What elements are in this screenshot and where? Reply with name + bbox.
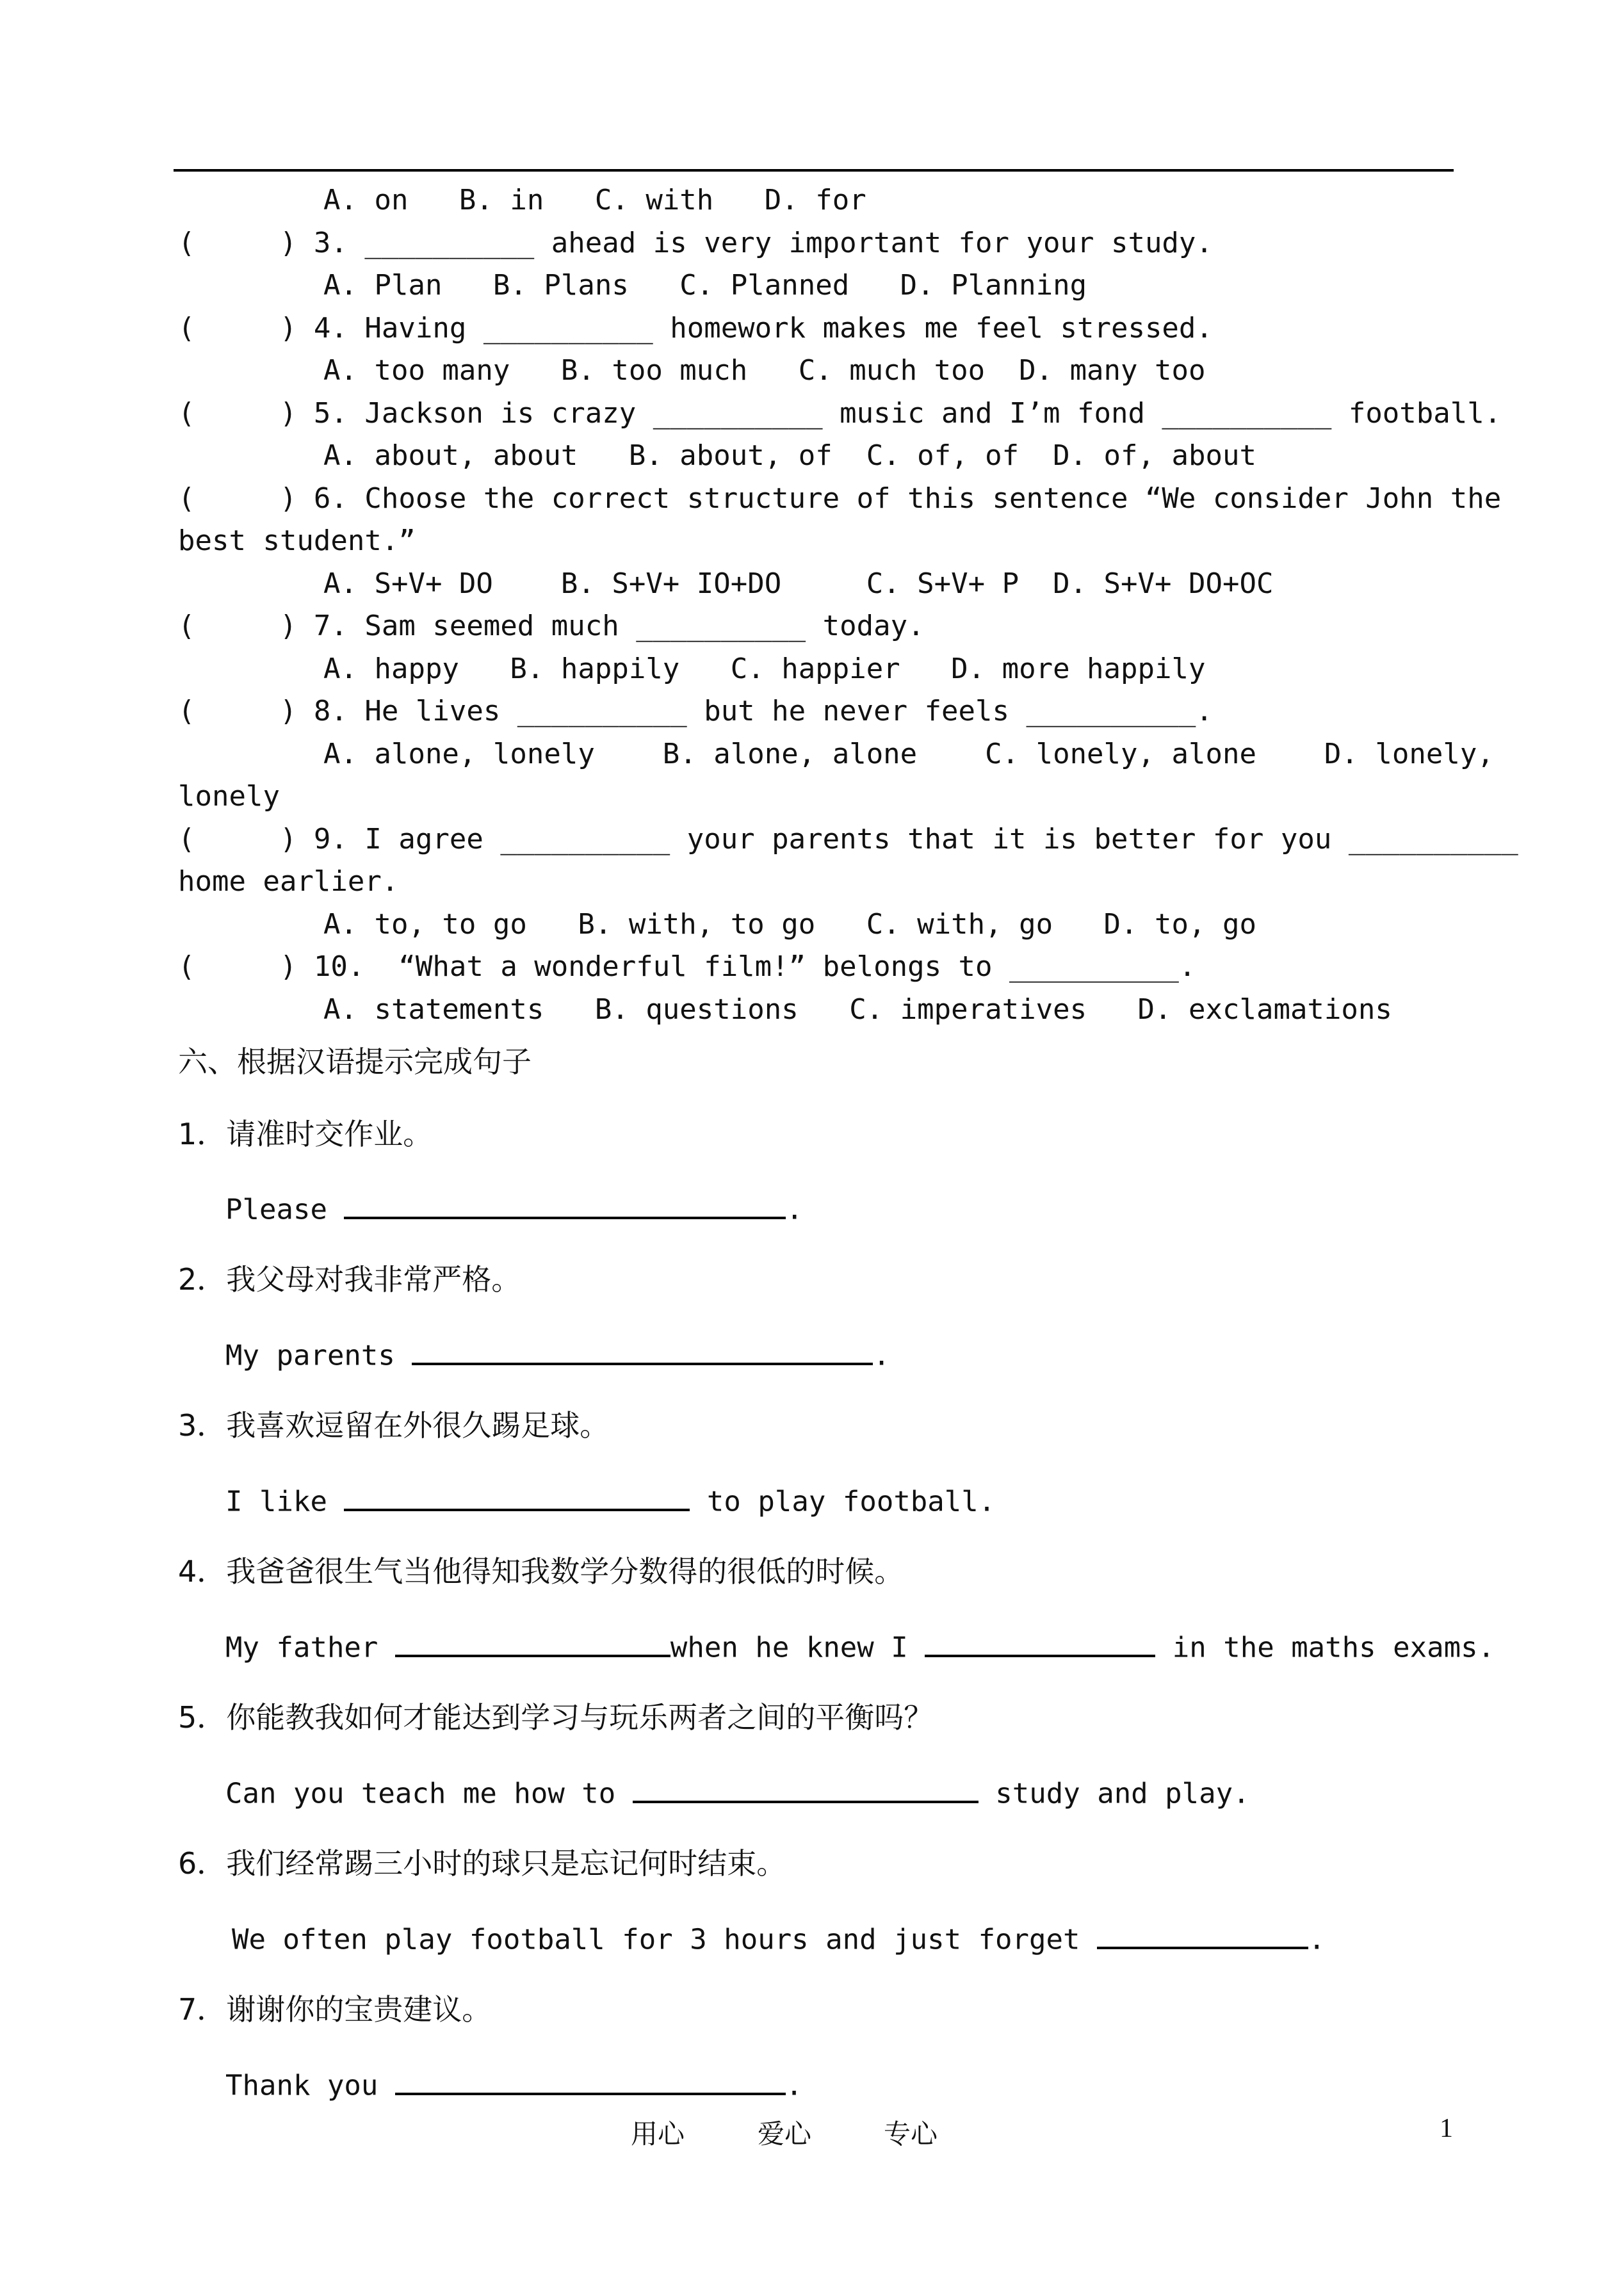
item-1-answer-line: Please .	[225, 1191, 803, 1228]
q6-options: A. S+V+ DO B. S+V+ IO+DO C. S+V+ P D. S+V+ DO+OC	[323, 567, 1274, 600]
item-3-answer-line: I like to play football.	[225, 1483, 995, 1520]
answer-blank[interactable]	[925, 1629, 1155, 1657]
item-2-chinese: 2．我父母对我非常严格。	[178, 1262, 521, 1297]
footer-motto-1: 用心	[631, 2118, 685, 2150]
answer-blank[interactable]	[395, 1629, 670, 1657]
header-rule	[174, 169, 1454, 172]
section-title: 六、根据汉语提示完成句子	[178, 1044, 532, 1079]
item-5-chinese: 5．你能教我如何才能达到学习与玩乐两者之间的平衡吗？	[178, 1700, 934, 1735]
item-2-answer-line: My parents .	[225, 1337, 890, 1374]
item-7-answer-line: Thank you .	[225, 2067, 802, 2104]
item-4-answer-line: My father when he knew I in the maths exams.	[225, 1629, 1495, 1666]
q7-options: A. happy B. happily C. happier D. more happily	[323, 653, 1206, 685]
question-10: ( ) 10. “What a wonderful film!” belongs to __________.	[178, 950, 1196, 983]
item-1-chinese: 1．请准时交作业。	[178, 1117, 433, 1151]
q3-options: A. Plan B. Plans C. Planned D. Planning	[323, 269, 1087, 302]
q8-options-cont: lonely	[178, 780, 280, 813]
question-3: ( ) 3. __________ ahead is very important for your study.	[178, 227, 1213, 259]
item-6-chinese: 6．我们经常踢三小时的球只是忘记何时结束。	[178, 1846, 786, 1881]
footer-motto-3: 专心	[884, 2118, 938, 2150]
question-6-cont: best student.”	[178, 524, 416, 557]
question-8: ( ) 8. He lives __________ but he never feels __________.	[178, 695, 1213, 727]
answer-blank[interactable]	[344, 1483, 690, 1511]
q4-options: A. too many B. too much C. much too D. many too	[323, 354, 1206, 387]
page-number: 1	[1440, 2114, 1453, 2143]
item-5-answer-line: Can you teach me how to study and play.	[225, 1775, 1250, 1812]
q5-options: A. about, about B. about, of C. of, of D. of, about	[323, 439, 1256, 472]
item-7-chinese: 7．谢谢你的宝贵建议。	[178, 1992, 492, 2027]
answer-blank[interactable]	[412, 1337, 873, 1365]
question-4: ( ) 4. Having __________ homework makes me feel stressed.	[178, 312, 1213, 345]
answer-blank[interactable]	[395, 2067, 786, 2095]
question-5: ( ) 5. Jackson is crazy __________ music and I’m fond __________ football.	[178, 397, 1502, 430]
question-9: ( ) 9. I agree __________ your parents that it is better for you __________	[178, 823, 1518, 856]
q8-options: A. alone, lonely B. alone, alone C. lonely, alone D. lonely,	[323, 738, 1494, 770]
item-3-chinese: 3．我喜欢逗留在外很久踢足球。	[178, 1408, 610, 1443]
footer-motto-2: 爱心	[758, 2118, 812, 2150]
question-9-cont: home earlier.	[178, 865, 399, 898]
q10-options: A. statements B. questions C. imperatives D. exclamations	[323, 993, 1392, 1026]
question-6: ( ) 6. Choose the correct structure of this sentence “We consider John the	[178, 482, 1502, 515]
item-4-chinese: 4．我爸爸很生气当他得知我数学分数得的很低的时候。	[178, 1554, 904, 1589]
q2-options: A. on B. in C. with D. for	[323, 184, 866, 216]
item-6-answer-line: We often play football for 3 hours and just forget .	[232, 1921, 1326, 1958]
answer-blank[interactable]	[344, 1191, 786, 1219]
question-7: ( ) 7. Sam seemed much __________ today.	[178, 610, 925, 642]
answer-blank[interactable]	[1097, 1921, 1308, 1949]
q9-options: A. to, to go B. with, to go C. with, go D. to, go	[323, 908, 1256, 941]
answer-blank[interactable]	[633, 1775, 978, 1803]
